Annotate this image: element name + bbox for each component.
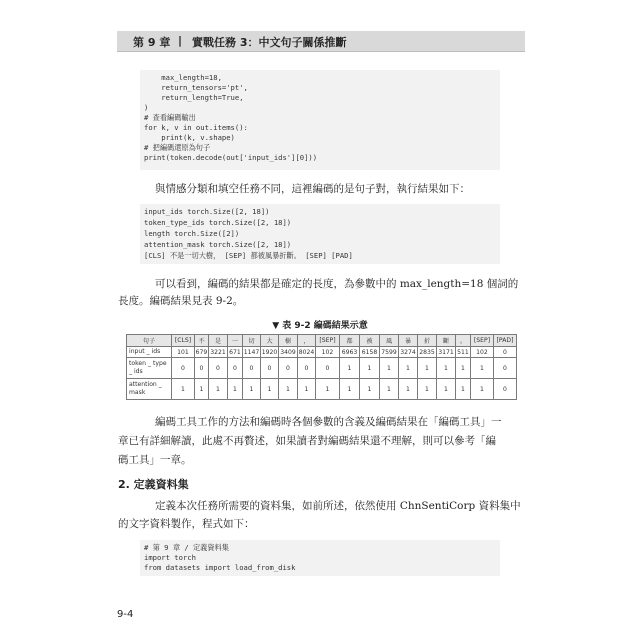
row-label: attention _ mask	[127, 379, 172, 400]
table-cell: 1	[261, 379, 279, 400]
table-header-cell: 都	[340, 335, 360, 347]
paragraph-tool-line1: 編碼工具工作的方法和編碼時各個參數的含義及編碼結果在「編碼工具」一	[155, 416, 502, 428]
table-row-input-ids	[127, 347, 517, 358]
table-header-cell: 。	[456, 335, 471, 347]
table-cell: 1	[399, 379, 418, 400]
code-line: )	[144, 103, 149, 112]
table-header-cell: 風	[380, 335, 399, 347]
table-header-cell: [SEP]	[471, 335, 494, 347]
table-cell: 0	[228, 358, 243, 379]
encoding-table	[126, 334, 517, 400]
table-cell: 101	[172, 347, 195, 358]
table-cell: 1	[195, 379, 209, 400]
table-cell: 8024	[298, 348, 315, 356]
table-header-cell: [CLS]	[172, 335, 195, 347]
output-line: token_type_ids torch.Size([2, 18])	[144, 218, 292, 227]
table-cell: 0	[298, 358, 316, 379]
table-cell: 1	[437, 358, 456, 379]
row-label: token _ type _ ids	[127, 358, 172, 379]
table-cell: 0	[494, 347, 517, 358]
chapter-title: 實戰任務 3：中文句子關係推斷	[192, 36, 347, 49]
table-header-cell: 斷	[437, 335, 456, 347]
code-line: print(token.decode(out['input_ids'][0]))	[144, 153, 318, 162]
header-separator: |	[178, 34, 183, 47]
table-caption: ▼ 表 9-2 編碼結果示意	[272, 321, 368, 331]
table-cell: 0	[172, 358, 195, 379]
table-header-cell: 是	[209, 335, 228, 347]
table-cell: 1	[418, 358, 437, 379]
code-line: for k, v in out.items():	[144, 123, 248, 132]
table-cell: 0	[494, 379, 517, 400]
code-line: # 查看編碼輸出	[144, 113, 196, 122]
table-cell: 1147	[243, 348, 260, 356]
table-cell: 679	[195, 348, 208, 356]
code-line: from datasets import load_from_disk	[144, 563, 296, 572]
table-header-cell: 折	[418, 335, 437, 347]
table-cell: 1	[471, 379, 494, 400]
table-cell: 1	[418, 379, 437, 400]
table-cell: 1	[298, 379, 316, 400]
table-header-row	[127, 335, 517, 347]
table-cell: 2835	[419, 348, 435, 356]
table-cell: 1	[243, 379, 261, 400]
table-cell: 0	[243, 358, 261, 379]
table-cell: 0	[494, 358, 517, 379]
paragraph-tool-line2: 章已有詳細解讀，此處不再贅述，如果讀者對編碼結果還不理解，則可以參考「編	[118, 435, 496, 447]
page-number: 9-4	[117, 609, 134, 620]
table-cell: 1	[279, 379, 298, 400]
paragraph-result-intro: 與情感分類和填空任務不同，這裡編碼的是句子對，執行結果如下：	[155, 183, 470, 195]
table-cell: 0	[279, 358, 298, 379]
section-heading: 2. 定義資料集	[118, 478, 189, 491]
output-line: [CLS] 不是一切大樹， [SEP] 都被風暴折斷。 [SEP] [PAD]	[144, 251, 353, 260]
table-cell: 1	[380, 379, 399, 400]
code-line: max_length=18,	[144, 73, 222, 82]
code-line: # 把編碼還原為句子	[144, 143, 211, 152]
table-cell: 3171	[438, 348, 454, 356]
paragraph-dataset-line1: 定義本次任務所需要的資料集，如前所述，依然使用 ChnSentiCorp 資料集中	[155, 500, 521, 512]
table-row-attention-mask	[127, 379, 517, 400]
table-cell: 3409	[280, 348, 296, 356]
chapter-header	[117, 31, 525, 52]
table-cell: 671	[229, 348, 241, 356]
table-cell: 1	[380, 358, 399, 379]
code-line: return_length=True,	[144, 93, 244, 102]
paragraph-length-line2: 長度。編碼結果見表 9-2。	[118, 295, 244, 307]
table-header-cell: 暴	[399, 335, 418, 347]
code-block-dataset	[140, 540, 500, 576]
table-row-token-type-ids	[127, 358, 517, 379]
paragraph-tool-line3: 碼工具」一章。	[118, 454, 192, 466]
code-line: print(k, v.shape)	[144, 133, 235, 142]
table-cell: 1	[360, 379, 380, 400]
code-line: # 第 9 章 / 定義資料集	[144, 543, 229, 552]
table-cell: 7599	[381, 348, 397, 356]
table-header-cell: 樹	[279, 335, 298, 347]
code-line: return_tensors='pt',	[144, 83, 248, 92]
table-cell: 1	[172, 379, 195, 400]
output-block	[140, 204, 500, 264]
output-line: attention_mask torch.Size([2, 18])	[144, 240, 292, 249]
table-cell: 1	[456, 379, 471, 400]
table-cell: 1	[316, 379, 340, 400]
table-cell: 1	[456, 358, 471, 379]
code-block-encode	[140, 70, 500, 170]
table-cell: 0	[195, 358, 209, 379]
output-line: input_ids torch.Size([2, 18])	[144, 207, 270, 216]
table-cell: 0	[209, 358, 228, 379]
table-header-cell: 句子	[127, 335, 172, 347]
table-header-cell: 切	[243, 335, 261, 347]
row-label: input _ ids	[127, 347, 172, 358]
table-header-cell: [SEP]	[316, 335, 340, 347]
table-cell: 1	[399, 358, 418, 379]
table-header-cell: 被	[360, 335, 380, 347]
table-cell: 3274	[400, 348, 416, 356]
table-cell: 102	[471, 347, 494, 358]
paragraph-length-line1: 可以看到，編碼的結果都是確定的長度，為參數中的 max_length=18 個詞的	[155, 278, 519, 290]
table-cell: 1	[437, 379, 456, 400]
table-cell: 1	[340, 358, 360, 379]
table-cell: 0	[261, 358, 279, 379]
table-cell: 1920	[261, 348, 278, 356]
table-cell: 1	[209, 379, 228, 400]
table-cell: 6158	[360, 347, 380, 358]
table-cell: 1	[340, 379, 360, 400]
table-header-cell: 一	[228, 335, 243, 347]
table-cell: 0	[316, 358, 340, 379]
paragraph-dataset-line2: 的文字資料製作，程式如下：	[118, 518, 255, 530]
table-cell: 1	[360, 358, 380, 379]
table-cell: 6963	[340, 347, 360, 358]
table-header-cell: 不	[195, 335, 209, 347]
output-line: length torch.Size([2])	[144, 229, 240, 238]
table-cell: 1	[228, 379, 243, 400]
table-cell: 3221	[210, 348, 226, 356]
table-cell: 1	[471, 358, 494, 379]
table-cell: 102	[316, 347, 340, 358]
table-header-cell: ，	[298, 335, 316, 347]
table-header-cell: 大	[261, 335, 279, 347]
table-header-cell: [PAD]	[494, 335, 517, 347]
code-line: import torch	[144, 553, 196, 562]
table-cell: 511	[457, 348, 469, 356]
chapter-number: 第 9 章	[133, 36, 171, 49]
